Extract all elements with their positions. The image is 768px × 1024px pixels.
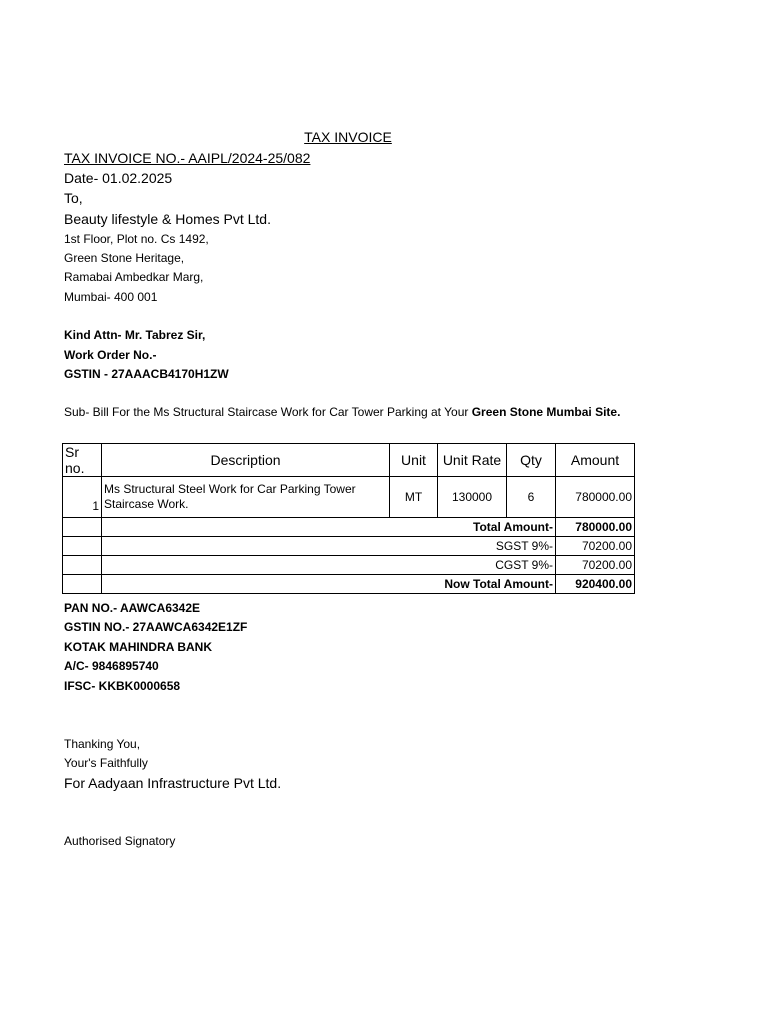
empty-cell — [63, 537, 102, 556]
grand-total-value: 920400.00 — [556, 575, 635, 594]
item-qty: 6 — [507, 477, 556, 518]
item-rate: 130000 — [438, 477, 507, 518]
subject-line — [64, 406, 620, 418]
empty-cell — [63, 575, 102, 594]
account-number: A/C- 9846895740 — [64, 659, 159, 673]
faithfully-text: Your's Faithfully — [64, 756, 148, 770]
invoice-title: TAX INVOICE — [304, 129, 392, 145]
item-amount: 780000.00 — [556, 477, 635, 518]
header-description: Description — [102, 444, 390, 477]
grand-total-row — [63, 575, 635, 594]
header-unit: Unit — [390, 444, 438, 477]
cgst-value: 70200.00 — [556, 556, 635, 575]
subject-text: Sub- Bill For the Ms Structural Staircase Work for Car Tower Parking at Your — [64, 405, 472, 419]
sgst-label: SGST 9%- — [102, 537, 556, 556]
pan-number: PAN NO.- AAWCA6342E — [64, 601, 201, 615]
invoice-table — [62, 443, 635, 594]
total-value: 780000.00 — [556, 518, 635, 537]
cgst-label: CGST 9%- — [102, 556, 556, 575]
sgst-row — [63, 537, 635, 556]
client-gstin: GSTIN - 27AAACB4170H1ZW — [64, 367, 229, 381]
address-line: Ramabai Ambedkar Marg, — [64, 270, 204, 284]
total-label: Total Amount- — [102, 518, 556, 537]
ifsc-code: IFSC- KKBK0000658 — [64, 679, 181, 693]
company-gstin: GSTIN NO.- 27AAWCA6342E1ZF — [64, 620, 248, 634]
cgst-row — [63, 556, 635, 575]
client-name: Beauty lifestyle & Homes Pvt Ltd. — [64, 211, 271, 227]
sgst-value: 70200.00 — [556, 537, 635, 556]
empty-cell — [63, 556, 102, 575]
authorised-signatory: Authorised Signatory — [64, 834, 176, 848]
subject-site: Green Stone Mumbai Site. — [471, 405, 621, 419]
total-row — [63, 518, 635, 537]
table-row — [63, 477, 635, 518]
empty-cell — [63, 518, 102, 537]
work-order: Work Order No.- — [64, 348, 157, 362]
address-line: 1st Floor, Plot no. Cs 1492, — [64, 232, 209, 246]
address-line: Mumbai- 400 001 — [64, 290, 158, 304]
to-label: To, — [64, 190, 83, 206]
header-amount: Amount — [556, 444, 635, 477]
item-sr: 1 — [63, 477, 102, 518]
invoice-number: TAX INVOICE NO.- AAIPL/2024-25/082 — [64, 150, 311, 166]
company-signoff: For Aadyaan Infrastructure Pvt Ltd. — [64, 775, 282, 791]
address-line: Green Stone Heritage, — [64, 251, 185, 265]
item-description-cell — [102, 477, 390, 518]
grand-total-label: Now Total Amount- — [102, 575, 556, 594]
header-qty: Qty — [507, 444, 556, 477]
table-header-row — [63, 444, 635, 477]
item-unit: MT — [390, 477, 438, 518]
header-sr-no: Sr no. — [63, 444, 102, 477]
invoice-date: Date- 01.02.2025 — [64, 170, 173, 186]
header-unit-rate: Unit Rate — [438, 444, 507, 477]
bank-name: KOTAK MAHINDRA BANK — [64, 640, 212, 654]
thanks-text: Thanking You, — [64, 737, 141, 751]
kind-attn: Kind Attn- Mr. Tabrez Sir, — [64, 328, 206, 342]
item-description: Ms Structural Steel Work for Car Parking Tower Staircase Work. — [104, 482, 356, 511]
